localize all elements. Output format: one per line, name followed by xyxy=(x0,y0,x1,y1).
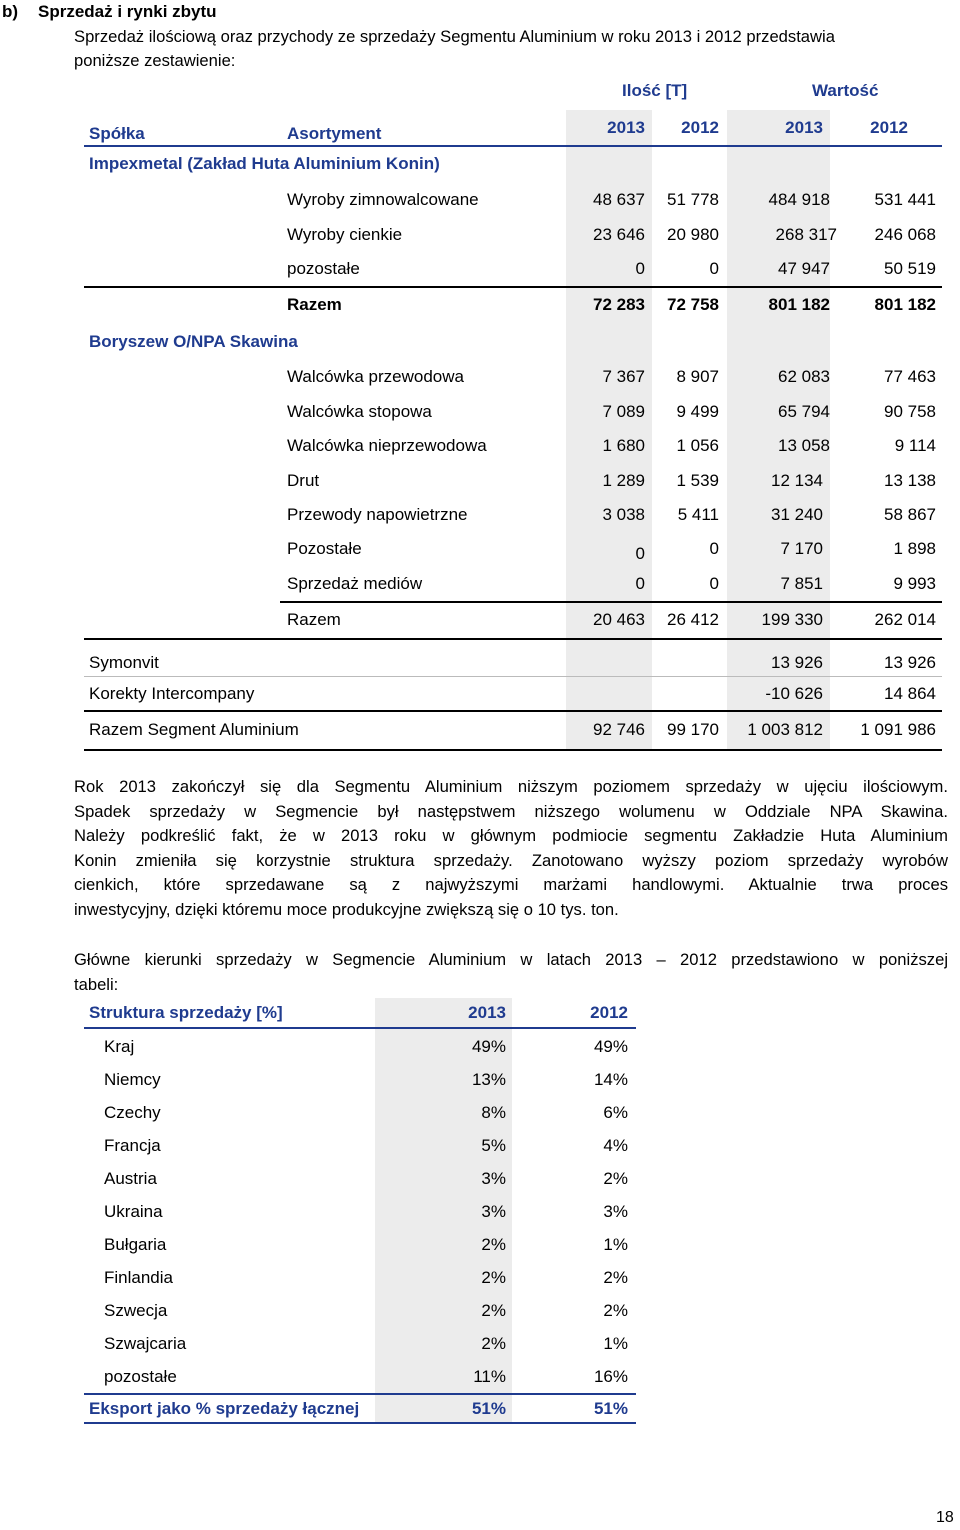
row-label: pozostałe xyxy=(287,259,360,278)
table2-header-underline xyxy=(84,1027,636,1029)
cell-2013: 2% xyxy=(481,1334,506,1353)
table2-header-label: Struktura sprzedaży [%] xyxy=(89,1003,283,1022)
subtotal-line xyxy=(84,286,942,288)
cell-qty-2012: 5 411 xyxy=(677,505,719,524)
row-label: Razem xyxy=(287,295,342,314)
row-label: Ukraina xyxy=(104,1202,163,1221)
cell-qty-2013: 0 xyxy=(635,544,645,563)
row-label: Niemcy xyxy=(104,1070,161,1089)
cell-qty-2013: 0 xyxy=(635,574,645,593)
cell-qty-2013: 48 637 xyxy=(593,190,645,209)
cell-val-2012: 9 114 xyxy=(894,436,936,455)
row-label: Walcówka stopowa xyxy=(287,402,432,421)
col-header-val-2013: 2013 xyxy=(785,118,823,137)
row-label: Walcówka nieprzewodowa xyxy=(287,436,487,455)
cell-qty-2013: 20 463 xyxy=(593,610,645,629)
cell-val-2013: 7 851 xyxy=(780,574,823,593)
cell-val-2013: 12 134 xyxy=(771,471,823,490)
table2-footer-line xyxy=(84,1393,636,1395)
cell-qty-2012: 8 907 xyxy=(676,367,719,386)
cell-val-2012: 262 014 xyxy=(874,610,936,629)
cell-2012: 2% xyxy=(603,1301,628,1320)
row-label: Pozostałe xyxy=(287,539,362,558)
cell-val-2012: 801 182 xyxy=(874,295,936,314)
cell-2013: 3% xyxy=(481,1202,506,1221)
cell-qty-2012: 26 412 xyxy=(667,610,719,629)
cell-val-2012: 90 758 xyxy=(884,402,936,421)
paragraph-line: tabeli: xyxy=(74,974,119,994)
cell-val-2012: 14 864 xyxy=(884,684,936,703)
cell-2012: 3% xyxy=(603,1202,628,1221)
cell-val-2012: 9 993 xyxy=(893,574,936,593)
row-label: Razem xyxy=(287,610,341,629)
col-header-assortment: Asortyment xyxy=(287,124,382,143)
cell-qty-2012: 0 xyxy=(709,574,719,593)
subtotal-line xyxy=(84,638,942,640)
cell-qty-2013: 23 646 xyxy=(593,225,645,244)
row-label: Razem Segment Aluminium xyxy=(89,720,299,739)
cell-val-2013: 13 926 xyxy=(771,653,823,672)
cell-val-2012: 1 898 xyxy=(893,539,936,558)
row-separator xyxy=(84,676,942,677)
section-letter: b) xyxy=(2,2,19,21)
paragraph-line: Należy podkreślić fakt, że w 2013 roku w głównym podmiocie segmentu Zakładzie Huta Aluminium xyxy=(74,826,948,846)
paragraph-summary xyxy=(74,775,948,923)
cell-val-2012: 531 441 xyxy=(874,190,936,209)
table2-footer-2013: 51% xyxy=(471,1399,506,1418)
cell-2012: 1% xyxy=(603,1334,628,1353)
paragraph-line: Główne kierunki sprzedaży w Segmencie Aluminium w latach 2013 – 2012 przedstawiono w poniższej xyxy=(74,950,948,969)
paragraph-line: Konin zmieniła się korzystnie struktura sprzedaży. Zanotowano wyższy poziom sprzedaży wyrobów xyxy=(74,850,948,870)
cell-val-2013: 801 182 xyxy=(768,295,830,314)
row-label: Sprzedaż mediów xyxy=(287,574,423,593)
cell-val-2013: 1 003 812 xyxy=(747,720,823,739)
cell-2013: 13% xyxy=(471,1070,506,1089)
cell-val-2012: 246 068 xyxy=(874,225,936,244)
cell-2013: 2% xyxy=(481,1268,506,1287)
row-label: Walcówka przewodowa xyxy=(287,367,464,386)
cell-qty-2013: 7 089 xyxy=(602,402,645,421)
row-label: Wyroby zimnowalcowane xyxy=(287,190,479,209)
cell-val-2012: 58 867 xyxy=(884,505,936,524)
cell-2013: 2% xyxy=(481,1235,506,1254)
cell-qty-2013: 0 xyxy=(635,259,645,278)
cell-val-2013: 268 317 xyxy=(775,225,837,244)
row-label: Wyroby cienkie xyxy=(287,225,403,244)
row-label: Drut xyxy=(287,471,320,490)
cell-qty-2012: 51 778 xyxy=(667,190,719,209)
cell-val-2013: 199 330 xyxy=(761,610,823,629)
row-label: Austria xyxy=(104,1169,157,1188)
row-label: Przewody napowietrzne xyxy=(287,505,468,524)
cell-qty-2013: 1 289 xyxy=(602,471,645,490)
row-label: Finlandia xyxy=(104,1268,173,1287)
row-label: Czechy xyxy=(104,1103,161,1122)
cell-qty-2012: 20 980 xyxy=(667,225,719,244)
row-label: Szwecja xyxy=(104,1301,168,1320)
intro-line-2: poniższe zestawienie: xyxy=(74,51,236,70)
cell-2012: 16% xyxy=(593,1367,628,1386)
row-label: Kraj xyxy=(104,1037,135,1056)
company-impexmetal: Impexmetal (Zakład Huta Aluminium Konin) xyxy=(89,154,440,173)
cell-qty-2013: 92 746 xyxy=(593,720,645,739)
cell-val-2012: 50 519 xyxy=(884,259,936,278)
cell-qty-2012: 99 170 xyxy=(667,720,719,739)
cell-val-2013: 13 058 xyxy=(778,436,830,455)
table2-footer-2012: 51% xyxy=(593,1399,628,1418)
paragraph-line: inwestycyjny, dzięki któremu moce produkcyjne zwiększą się o 10 tys. ton. xyxy=(74,899,619,919)
page-number: 18 xyxy=(936,1509,954,1526)
paragraph-line: Rok 2013 zakończył się dla Segmentu Aluminium niższym poziomem sprzedaży w ujęciu ilościowym. xyxy=(74,777,948,796)
cell-qty-2012: 1 056 xyxy=(676,436,719,455)
cell-2013: 11% xyxy=(473,1367,506,1386)
cell-2012: 2% xyxy=(603,1169,628,1188)
cell-qty-2012: 0 xyxy=(709,539,719,558)
row-label: Bułgaria xyxy=(104,1235,167,1254)
intro-line-1: Sprzedaż ilościową oraz przychody ze sprzedaży Segmentu Aluminium w roku 2013 i 2012 przedstawia xyxy=(74,27,835,46)
cell-qty-2013: 72 283 xyxy=(593,295,645,314)
table2-footer-label: Eksport jako % sprzedaży łącznej xyxy=(89,1399,360,1418)
cell-val-2013: 31 240 xyxy=(771,505,823,524)
row-label: pozostałe xyxy=(104,1367,177,1386)
paragraph-line: cienkich, które sprzedawane są z najwyższymi marżami handlowymi. Aktualnie trwa proces xyxy=(74,875,948,895)
cell-2012: 49% xyxy=(593,1037,628,1056)
cell-val-2012: 13 138 xyxy=(884,471,936,490)
table2-bottom-line xyxy=(84,1422,636,1424)
subtotal-line xyxy=(280,601,942,603)
cell-2013: 5% xyxy=(481,1136,506,1155)
cell-2013: 8% xyxy=(481,1103,506,1122)
cell-val-2013: 7 170 xyxy=(780,539,823,558)
cell-2012: 14% xyxy=(593,1070,628,1089)
cell-val-2013: 484 918 xyxy=(768,190,830,209)
col-header-val-2012: 2012 xyxy=(870,118,908,137)
cell-2012: 4% xyxy=(603,1136,628,1155)
cell-qty-2013: 7 367 xyxy=(602,367,645,386)
header-underline xyxy=(84,145,942,147)
cell-2012: 6% xyxy=(603,1103,628,1122)
total-line xyxy=(84,710,942,712)
row-label: Francja xyxy=(104,1136,161,1155)
table-bottom-line xyxy=(84,749,942,751)
group-header-qty: Ilość [T] xyxy=(622,81,688,100)
cell-2012: 2% xyxy=(603,1268,628,1287)
cell-val-2013: -10 626 xyxy=(765,684,823,703)
row-label: Korekty Intercompany xyxy=(89,684,255,703)
cell-val-2012: 77 463 xyxy=(884,367,936,386)
cell-val-2012: 1 091 986 xyxy=(860,720,936,739)
cell-2013: 2% xyxy=(481,1301,506,1320)
cell-val-2013: 65 794 xyxy=(778,402,830,421)
cell-qty-2013: 1 680 xyxy=(602,436,645,455)
company-boryszew: Boryszew O/NPA Skawina xyxy=(89,332,298,351)
cell-2013: 3% xyxy=(481,1169,506,1188)
cell-qty-2012: 72 758 xyxy=(667,295,719,314)
cell-val-2013: 47 947 xyxy=(778,259,830,278)
cell-2012: 1% xyxy=(603,1235,628,1254)
cell-qty-2012: 1 539 xyxy=(676,471,719,490)
row-label: Symonvit xyxy=(89,653,159,672)
section-title: Sprzedaż i rynki zbytu xyxy=(38,2,217,21)
cell-qty-2013: 3 038 xyxy=(602,505,645,524)
col-header-qty-2013: 2013 xyxy=(607,118,645,137)
cell-qty-2012: 0 xyxy=(709,259,719,278)
col-header-qty-2012: 2012 xyxy=(681,118,719,137)
cell-val-2012: 13 926 xyxy=(884,653,936,672)
row-label: Szwajcaria xyxy=(104,1334,187,1353)
table2-header-2013: 2013 xyxy=(468,1003,506,1022)
cell-val-2013: 62 083 xyxy=(778,367,830,386)
cell-2013: 49% xyxy=(471,1037,506,1056)
paragraph-line: Spadek sprzedaży w Segmencie był następstwem niższego wolumenu w Oddziale NPA Skawina. xyxy=(74,801,948,821)
col-header-company: Spółka xyxy=(89,124,145,143)
group-header-value: Wartość xyxy=(812,81,879,100)
table2-header-2012: 2012 xyxy=(590,1003,628,1022)
cell-qty-2012: 9 499 xyxy=(676,402,719,421)
paragraph-intro-table2 xyxy=(74,948,948,997)
